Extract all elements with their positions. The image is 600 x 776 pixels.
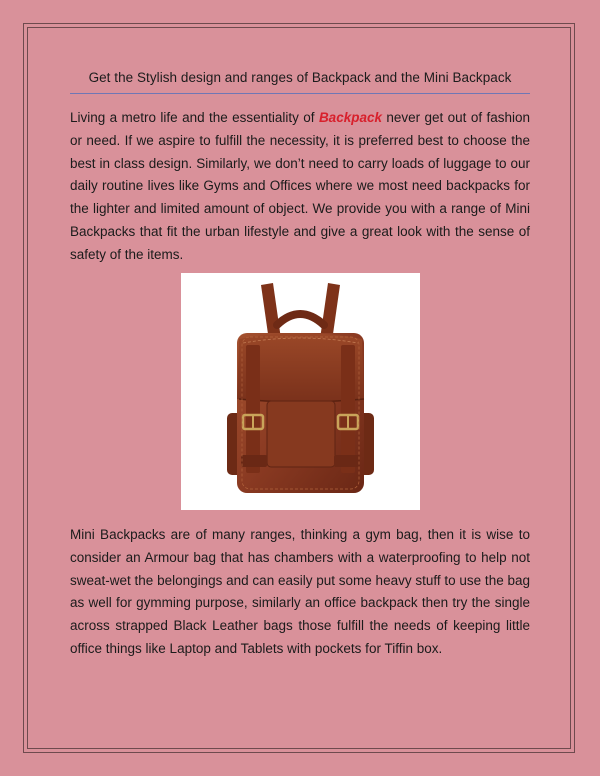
intro-text-before: Living a metro life and the essentiality of — [70, 110, 319, 125]
backpack-keyword-link[interactable]: Backpack — [318, 110, 382, 125]
title-underline — [70, 93, 530, 94]
ranges-paragraph: Mini Backpacks are of many ranges, thinking a gym bag, then it is wise to consider an Armour bag that has chambers with a waterproofing to help not sweat-wet the belongings and can easily put some heavy stuff to use the bag as well for gymming purpose, similarly an office backpack then try the single across strapped Black Leather bags those fulfill the needs of keeping little office things like Laptop and Tablets with pockets for Tiffin box. — [70, 527, 530, 656]
intro-paragraph — [70, 107, 530, 267]
leather-backpack-photo — [181, 273, 420, 510]
page-title: Get the Stylish design and ranges of Backpack and the Mini Backpack — [88, 70, 512, 85]
intro-text-after: never get out of fashion or need. If we aspire to fulfill the necessity, it is preferred best to choose the best in class design. Similarly, we don’t need to carry loads of luggage to our daily routine lives like Gyms and Offices where we most need backpacks for the lighter and limited amount of object. We provide you with a range of Mini Backpacks that fit the urban lifestyle and give a great look with the sense of safety of the items. — [70, 110, 530, 262]
